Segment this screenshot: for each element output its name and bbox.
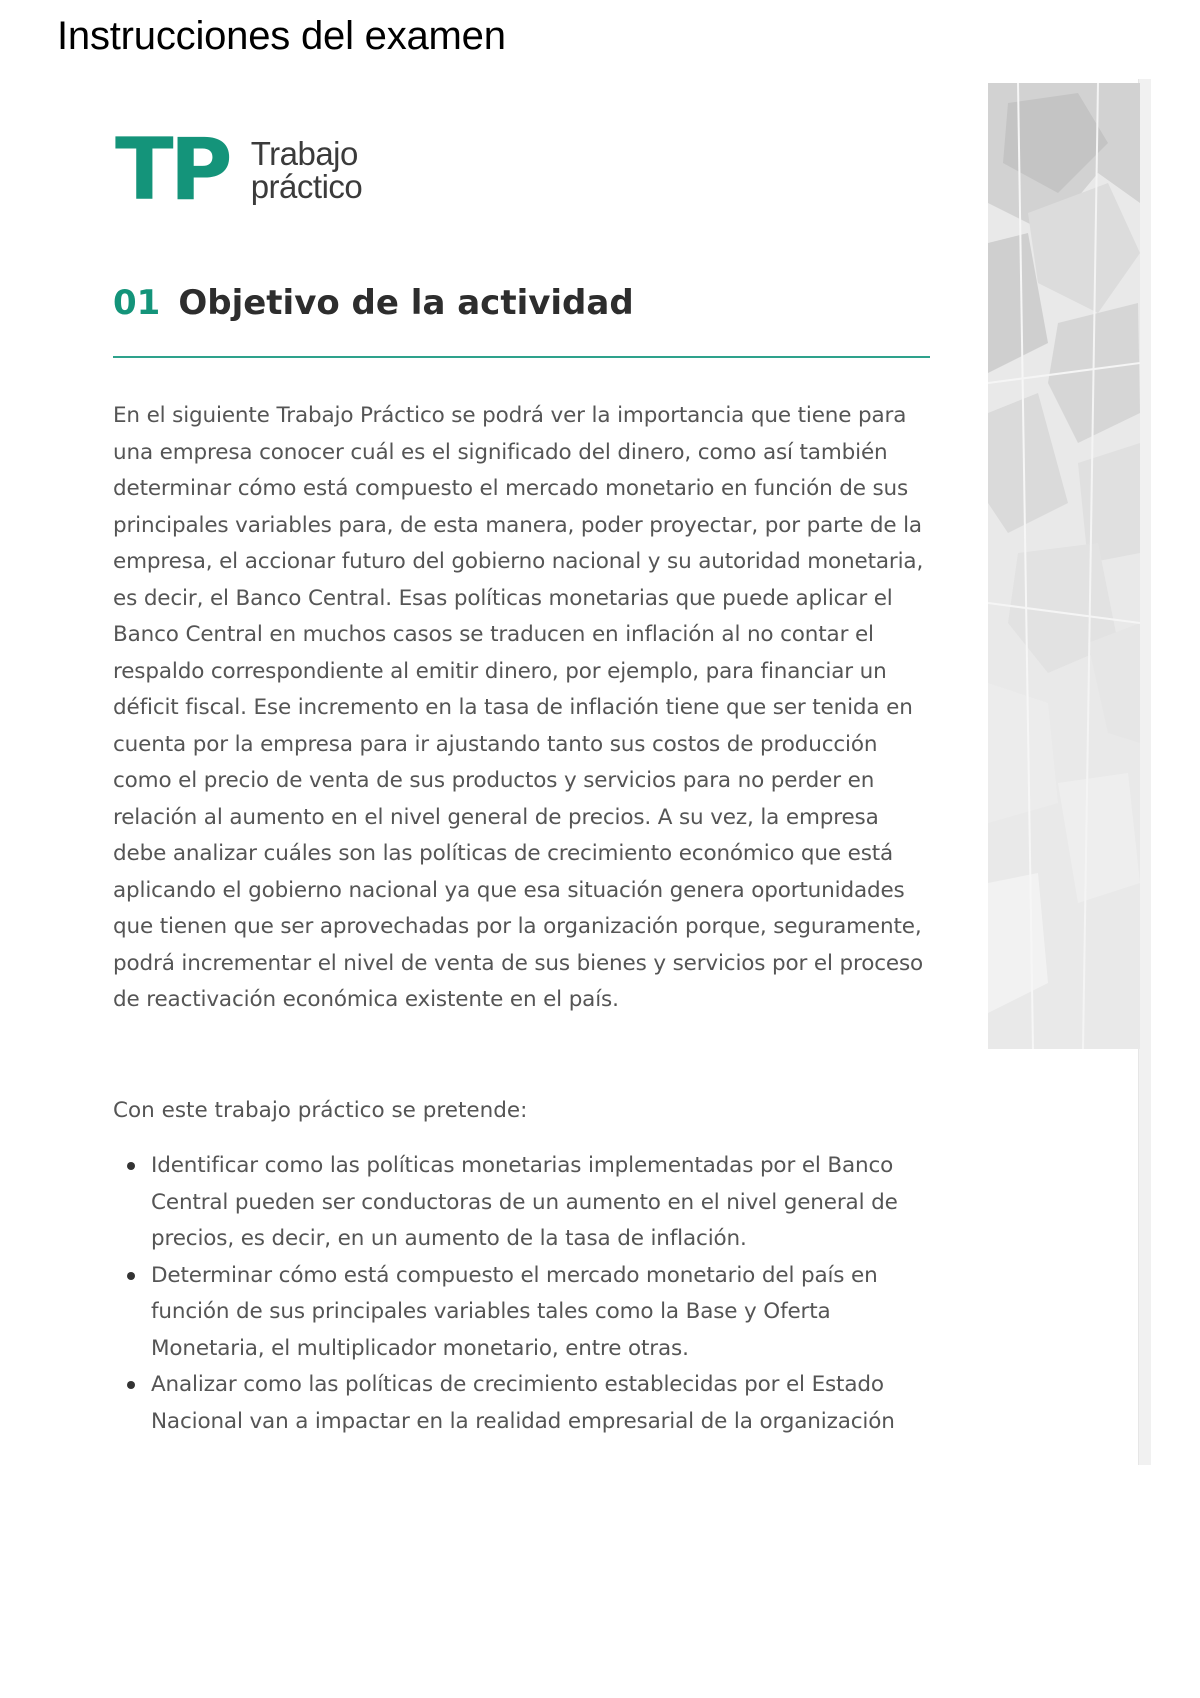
goals-lead: Con este trabajo práctico se pretende: (113, 1098, 528, 1123)
tp-logo (115, 120, 363, 220)
objective-paragraph: En el siguiente Trabajo Práctico se podrá ver la importancia que tiene para una empresa conocer cuál es el significado del dinero, como así también determinar cómo está compuesto el mercado monetario en función de sus principales variables para, de esta manera, poder proyectar, por parte de la empresa, el accionar futuro del gobierno nacional y su autoridad monetaria, es decir, el Banco Central. Esas políticas monetarias que puede aplicar el Banco Central en muchos casos se traducen en inflación al no contar el respaldo correspondiente al emitir dinero, por ejemplo, para financiar un déficit fiscal. Ese incremento en la tasa de inflación tiene que ser tenida en cuenta por la empresa para ir ajustando tanto sus costos de producción como el precio de venta de sus productos y servicios para no perder en relación al aumento en el nivel general de precios. A su vez, la empresa debe analizar cuáles son las políticas de crecimiento económico que está aplicando el gobierno nacional ya que esa situación genera oportunidades que tienen que ser aprovechadas por la organización porque, seguramente, podrá incrementar el nivel de venta de sus bienes y servicios por el proceso de reactivación económica existente en el país. (113, 403, 924, 1012)
list-item (113, 1258, 943, 1368)
goal-text: Determinar cómo está compuesto el mercado monetario del país en función de sus principales variables tales como la Base y Oferta Monetaria, el multiplicador monetario, entre otras. (151, 1262, 878, 1361)
section-number: 01 (113, 283, 161, 323)
section-title: Objetivo de la actividad (178, 283, 634, 323)
tp-logo-line2: práctico (250, 168, 363, 205)
goal-text: Analizar como las políticas de crecimiento establecidas por el Estado Nacional van a impactar en la realidad empresarial de la organización (151, 1372, 895, 1434)
bullet-icon (127, 1381, 135, 1389)
list-item (113, 1367, 943, 1440)
tp-logo-line1: Trabajo (250, 135, 358, 172)
section-divider (113, 356, 930, 358)
tp-logo-mark: TP (115, 120, 229, 220)
section-heading (113, 283, 634, 323)
tp-logo-words (251, 137, 363, 203)
goal-text: Identificar como las políticas monetarias implementadas por el Banco Central pueden ser conductoras de un aumento en el nivel general de precios, es decir, en un aumento de la tasa de inflación. (151, 1153, 898, 1251)
list-item (113, 1148, 943, 1258)
bullet-icon (127, 1162, 135, 1170)
bullet-icon (127, 1272, 135, 1280)
page-title: Instrucciones del examen (57, 14, 506, 58)
goals-list (113, 1148, 943, 1440)
decorative-side-image (988, 83, 1140, 1049)
